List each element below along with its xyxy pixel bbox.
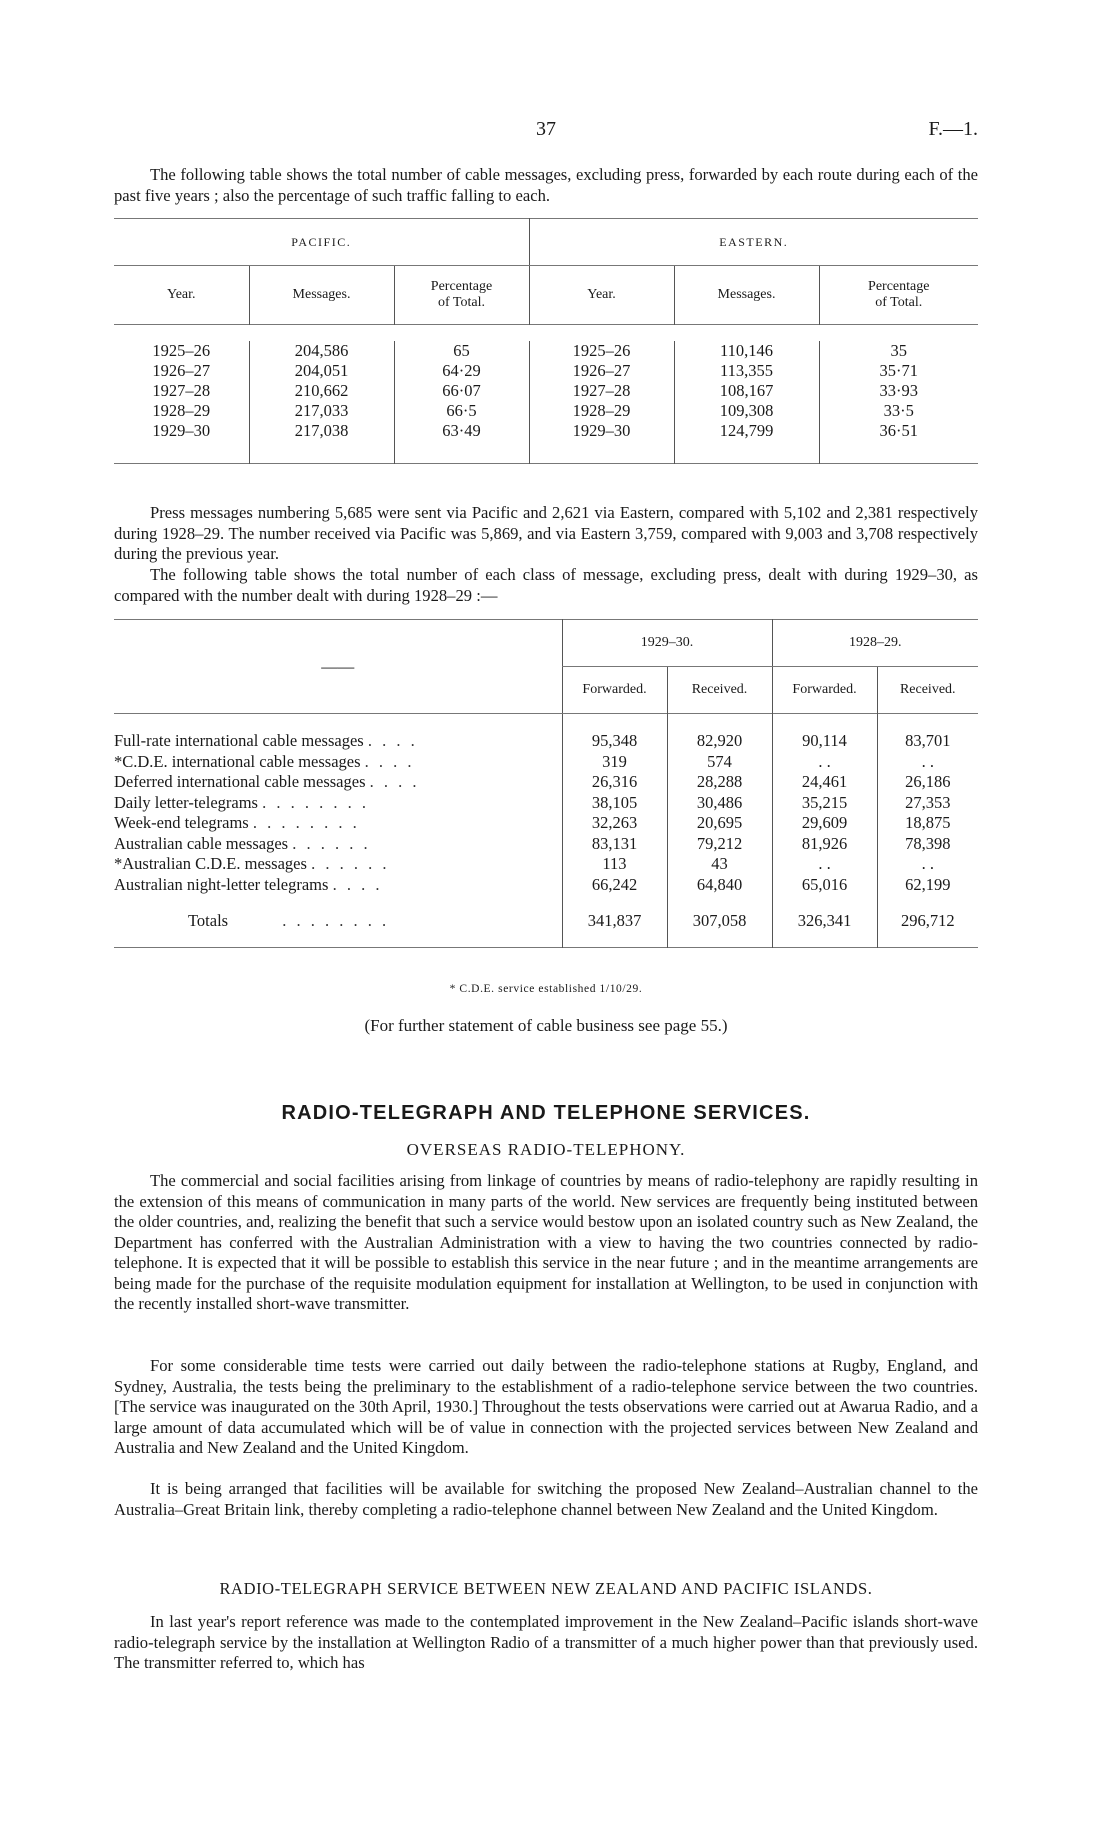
forwarded-1928-29: 35,215 bbox=[772, 793, 877, 814]
forwarded-1928-29: . . bbox=[772, 752, 877, 773]
pacific-year: 1928–29 bbox=[152, 401, 211, 420]
table-row bbox=[114, 731, 978, 752]
forwarded-1929-30: 66,242 bbox=[562, 875, 667, 896]
col-header-messages: Messages. bbox=[249, 266, 394, 325]
intro-paragraph-2: The following table shows the total number of each class of message, excluding press, dealt with during 1929–30, as compared with the number dealt with during 1928–29 :— bbox=[114, 565, 978, 605]
leader-dots: . . . . . . bbox=[292, 833, 371, 853]
description-header: —— bbox=[114, 620, 562, 714]
leader-dots: . . . . . . . . bbox=[262, 792, 369, 812]
leader-dots: . . . . . . . . bbox=[252, 813, 360, 833]
total-received-1928-29: 296,712 bbox=[877, 895, 978, 947]
pacific-percent: 63·49 bbox=[394, 421, 529, 441]
radio-paragraph-4: In last year's report reference was made to the contemplated improvement in the New Zealand–Pacific islands short-wave radio-telegraph service by the installation at Wellington Radio of a transmitter of a much higher power than that previously used. The transmitter referred to, which has bbox=[114, 1612, 978, 1672]
received-1929-30: 43 bbox=[667, 854, 772, 875]
pacific-messages: 204,051 bbox=[249, 361, 394, 381]
section-title: RADIO-TELEGRAPH AND TELEPHONE SERVICES. bbox=[281, 1102, 811, 1124]
col-header-year: Year. bbox=[529, 266, 674, 325]
col-header-received: Received. bbox=[877, 667, 978, 714]
pacific-percent: 66·07 bbox=[394, 381, 529, 401]
leader-dots: . . . . bbox=[369, 772, 420, 792]
table-row bbox=[114, 854, 978, 875]
eastern-year: 1926–27 bbox=[529, 361, 674, 381]
leader-dots: . . . . bbox=[367, 731, 418, 751]
received-1929-30: 79,212 bbox=[667, 834, 772, 855]
table-row bbox=[114, 834, 978, 855]
received-1928-29: 27,353 bbox=[877, 793, 978, 814]
forwarded-1928-29: 65,016 bbox=[772, 875, 877, 896]
forwarded-1929-30: 319 bbox=[562, 752, 667, 773]
row-label: Australian cable messages . . . . . . bbox=[114, 833, 371, 853]
row-label: *Australian C.D.E. messages . . . . . . bbox=[114, 854, 390, 874]
col-header-year: Year. bbox=[166, 287, 196, 302]
col-header-percentage-l1: Percentage bbox=[868, 279, 930, 294]
row-label: Week-end telegrams . . . . . . . . bbox=[114, 813, 360, 833]
leader-dots: . . . . bbox=[364, 751, 415, 771]
total-forwarded-1929-30: 341,837 bbox=[562, 895, 667, 947]
received-1929-30: 64,840 bbox=[667, 875, 772, 896]
total-received-1929-30: 307,058 bbox=[667, 895, 772, 947]
eastern-messages: 124,799 bbox=[674, 421, 819, 441]
further-statement-note: (For further statement of cable business see page 55.) bbox=[364, 1016, 728, 1035]
received-1928-29: . . bbox=[877, 752, 978, 773]
year-header-1928-29: 1928–29. bbox=[772, 620, 978, 667]
table-row bbox=[114, 813, 978, 834]
row-label: Deferred international cable messages . . . . bbox=[114, 772, 420, 792]
route-table bbox=[114, 218, 978, 464]
group-header-eastern: EASTERN. bbox=[529, 219, 978, 266]
eastern-percent: 33·5 bbox=[819, 401, 978, 421]
col-header-percentage bbox=[819, 266, 978, 325]
pacific-year: 1926–27 bbox=[152, 361, 211, 380]
pacific-year: 1927–28 bbox=[152, 381, 211, 400]
received-1929-30: 82,920 bbox=[667, 731, 772, 752]
received-1928-29: 62,199 bbox=[877, 875, 978, 896]
col-header-forwarded: Forwarded. bbox=[562, 667, 667, 714]
forwarded-1928-29: 29,609 bbox=[772, 813, 877, 834]
eastern-year: 1927–28 bbox=[529, 381, 674, 401]
row-label: *C.D.E. international cable messages . . . . bbox=[114, 751, 415, 771]
received-1928-29: 26,186 bbox=[877, 772, 978, 793]
received-1928-29: 83,701 bbox=[877, 731, 978, 752]
forwarded-1929-30: 95,348 bbox=[562, 731, 667, 752]
eastern-percent: 35·71 bbox=[819, 361, 978, 381]
page-number: 37 bbox=[536, 118, 556, 140]
pacific-year: 1925–26 bbox=[152, 341, 211, 360]
row-label: Daily letter-telegrams . . . . . . . . bbox=[114, 792, 369, 812]
pacific-percent: 65 bbox=[394, 341, 529, 361]
eastern-messages: 113,355 bbox=[674, 361, 819, 381]
col-header-forwarded: Forwarded. bbox=[772, 667, 877, 714]
table-row bbox=[114, 875, 978, 896]
received-1928-29: . . bbox=[877, 854, 978, 875]
footnote: * C.D.E. service established 1/10/29. bbox=[449, 983, 643, 995]
group-header-pacific: PACIFIC. bbox=[114, 219, 529, 266]
eastern-percent: 35 bbox=[819, 341, 978, 361]
table-row bbox=[114, 381, 978, 401]
subsection-2-title: RADIO-TELEGRAPH SERVICE BETWEEN NEW ZEALAND AND PACIFIC ISLANDS. bbox=[219, 1579, 873, 1598]
forwarded-1928-29: 90,114 bbox=[772, 731, 877, 752]
row-label: Australian night-letter telegrams . . . . bbox=[114, 874, 383, 894]
press-paragraph: Press messages numbering 5,685 were sent via Pacific and 2,621 via Eastern, compared with 5,102 and 2,381 respectively during 1928–29. The number received via Pacific was 5,869, and via Eastern 3,759, compared with 9,003 and 3,708 respectively during the previous year. bbox=[114, 503, 978, 563]
table-row bbox=[114, 341, 978, 361]
leader-dots: . . . . . . . . bbox=[282, 910, 390, 930]
pacific-percent: 64·29 bbox=[394, 361, 529, 381]
pacific-percent: 66·5 bbox=[394, 401, 529, 421]
col-header-percentage-l2: of Total. bbox=[875, 295, 923, 310]
document-code: F.—1. bbox=[928, 118, 978, 140]
col-header-percentage-l2: of Total. bbox=[438, 295, 485, 310]
row-label: Full-rate international cable messages . . . . bbox=[114, 731, 418, 751]
radio-paragraph-3: It is being arranged that facilities will be available for switching the proposed New Zealand–Australian channel to the Australia–Great Britain link, thereby completing a radio-telephone channel between New Zealand and the United Kingdom. bbox=[114, 1479, 978, 1519]
forwarded-1928-29: 81,926 bbox=[772, 834, 877, 855]
received-1928-29: 78,398 bbox=[877, 834, 978, 855]
message-class-table bbox=[114, 619, 978, 948]
totals-row bbox=[114, 895, 978, 947]
col-header-percentage-l1: Percentage bbox=[430, 279, 493, 294]
col-header-received: Received. bbox=[667, 667, 772, 714]
table-row bbox=[114, 793, 978, 814]
table-row bbox=[114, 752, 978, 773]
forwarded-1929-30: 113 bbox=[562, 854, 667, 875]
intro-paragraph-1: The following table shows the total number of cable messages, excluding press, forwarded by each route during each of the past five years ; also the percentage of such traffic falling to each. bbox=[114, 165, 978, 205]
forwarded-1929-30: 83,131 bbox=[562, 834, 667, 855]
received-1929-30: 30,486 bbox=[667, 793, 772, 814]
eastern-percent: 33·93 bbox=[819, 381, 978, 401]
forwarded-1928-29: . . bbox=[772, 854, 877, 875]
table-row bbox=[114, 361, 978, 381]
received-1928-29: 18,875 bbox=[877, 813, 978, 834]
radio-paragraph-1: The commercial and social facilities arising from linkage of countries by means of radio-telephony are rapidly resulting in the extension of this means of communication in many parts of the world. New services are frequently being instituted between the older countries, and, realizing the benefit that such a service would bestow upon an isolated country such as New Zealand, the Department has conferred with the Australian Administration with a view to having the two countries connected by radio-telephone. It is expected that it will be possible to establish this service in the near future ; and in the meantime arrangements are being made for the purchase of the requisite modulation equipment for installation at Wellington, to be used in conjunction with the recently installed short-wave transmitter. bbox=[114, 1171, 978, 1313]
forwarded-1929-30: 32,263 bbox=[562, 813, 667, 834]
subsection-title: OVERSEAS RADIO-TELEPHONY. bbox=[406, 1140, 686, 1159]
pacific-messages: 217,033 bbox=[249, 401, 394, 421]
table-row bbox=[114, 772, 978, 793]
table-row bbox=[114, 401, 978, 421]
pacific-messages: 204,586 bbox=[249, 341, 394, 361]
received-1929-30: 28,288 bbox=[667, 772, 772, 793]
col-header-percentage bbox=[394, 266, 529, 325]
eastern-messages: 109,308 bbox=[674, 401, 819, 421]
leader-dots: . . . . . . bbox=[311, 854, 390, 874]
received-1929-30: 20,695 bbox=[667, 813, 772, 834]
pacific-year: 1929–30 bbox=[152, 421, 211, 440]
forwarded-1929-30: 26,316 bbox=[562, 772, 667, 793]
eastern-year: 1928–29 bbox=[529, 401, 674, 421]
forwarded-1929-30: 38,105 bbox=[562, 793, 667, 814]
eastern-messages: 108,167 bbox=[674, 381, 819, 401]
forwarded-1928-29: 24,461 bbox=[772, 772, 877, 793]
eastern-year: 1925–26 bbox=[529, 341, 674, 361]
table-row bbox=[114, 421, 978, 441]
received-1929-30: 574 bbox=[667, 752, 772, 773]
pacific-messages: 210,662 bbox=[249, 381, 394, 401]
total-forwarded-1928-29: 326,341 bbox=[772, 895, 877, 947]
totals-label: Totals . . . . . . . . bbox=[188, 910, 390, 930]
pacific-messages: 217,038 bbox=[249, 421, 394, 441]
radio-paragraph-2: For some considerable time tests were carried out daily between the radio-telephone stations at Rugby, England, and Sydney, Australia, the tests being the preliminary to the establishment of a radio-telephone service between the two countries. [The service was inaugurated on the 30th April, 1930.] Throughout the tests observations were carried out at Awarua Radio, and a large amount of data accumulated which will be of value in connection with the projected services between New Zealand and Australia and New Zealand and the United Kingdom. bbox=[114, 1356, 978, 1457]
col-header-messages: Messages. bbox=[674, 266, 819, 325]
eastern-messages: 110,146 bbox=[674, 341, 819, 361]
eastern-year: 1929–30 bbox=[529, 421, 674, 441]
eastern-percent: 36·51 bbox=[819, 421, 978, 441]
year-header-1929-30: 1929–30. bbox=[562, 620, 772, 667]
page-header bbox=[114, 118, 978, 148]
leader-dots: . . . . bbox=[332, 874, 383, 894]
